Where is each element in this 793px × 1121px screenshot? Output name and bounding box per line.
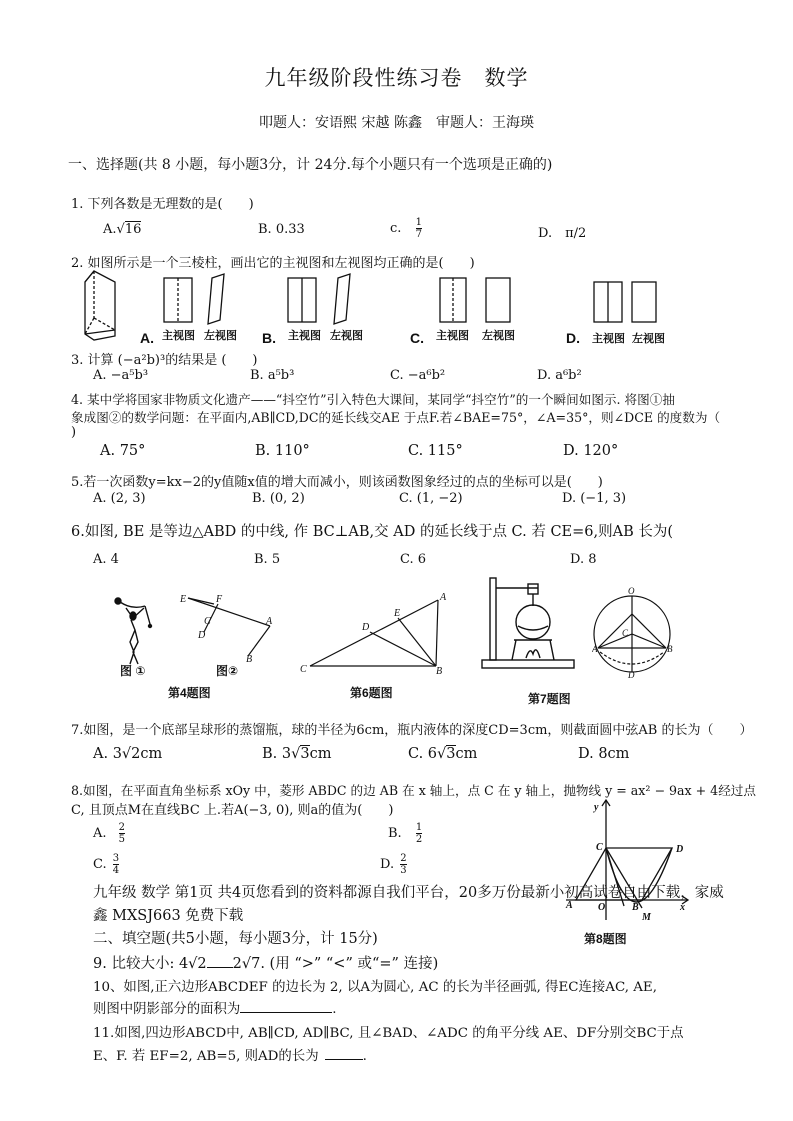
- q7-b-radicand: 3: [300, 746, 310, 762]
- q1-option-a: [103, 222, 141, 237]
- footer-line1: 九年级 数学 第1页 共4页您看到的资料都源自我们平台，20多万份最新小初高试卷自由下载，家威: [93, 885, 724, 901]
- label-x: x: [680, 902, 685, 913]
- denominator: 3: [400, 865, 407, 876]
- option-b-views: [288, 274, 350, 324]
- q1-c-fraction: [416, 217, 422, 240]
- q2-letter-b: B.: [262, 330, 276, 346]
- label-d: D: [676, 844, 684, 855]
- parallel-lines-figure: [188, 598, 270, 656]
- q7-option-a: A. 3√2cm: [93, 746, 163, 762]
- q5-stem: 5.若一次函数y=kx−2的y值随x值的增大而减小，则该函数图象经过的点的坐标可以是( ): [71, 475, 603, 490]
- q7-stem: 7.如图，是一个底部呈球形的蒸馏瓶，球的半径为6cm，瓶内液体的深度CD=3cm，则截面圆中弦AB 的长为（ ）: [71, 723, 753, 738]
- label-c: C: [622, 628, 629, 638]
- q3-stem: 3. 计算 (−a²b)³的结果是 ( ): [71, 353, 258, 368]
- q8-d-prefix: D.: [380, 857, 395, 872]
- label-c: C: [300, 664, 307, 674]
- q3-option-d: D. a⁶b²: [537, 368, 582, 383]
- footer-line2: 鑫 MXSJ663 免费下载: [93, 908, 244, 924]
- q1-a-prefix: A.: [103, 222, 117, 237]
- q2-a-main-label: 主视图: [162, 330, 195, 342]
- q2-b-main-label: 主视图: [288, 330, 321, 342]
- label-c: C: [596, 842, 603, 853]
- fig2-caption: 图②: [216, 664, 239, 678]
- q4-option-c: C. 115°: [408, 443, 463, 459]
- q2-stem: 2. 如图所示是一个三棱柱，画出它的主视图和左视图均正确的是( ): [71, 256, 475, 271]
- label-m: M: [642, 912, 651, 923]
- q3-option-a: A. −a⁵b³: [93, 368, 149, 383]
- q8-b-fraction: [416, 822, 422, 845]
- fig6-triangle: [298, 592, 454, 674]
- label-a: A: [440, 592, 447, 603]
- sqrt-sign: √: [116, 222, 125, 237]
- q2-c-left-label: 左视图: [482, 330, 515, 342]
- q2-d-left-label: 左视图: [632, 333, 665, 345]
- q7-c-radicand: 3: [446, 746, 456, 762]
- label-e: E: [180, 594, 187, 605]
- q4-option-a: A. 75°: [100, 443, 146, 459]
- q7-option-c: [408, 746, 477, 762]
- label-b: B: [246, 654, 253, 665]
- q1-option-b: B. 0.33: [258, 222, 305, 237]
- numerator: 1: [415, 217, 422, 228]
- q7-option-b: [262, 746, 331, 762]
- q8-option-b: [388, 822, 422, 845]
- fig1-caption: 图 ①: [120, 664, 146, 678]
- q8-b-prefix: B.: [388, 826, 402, 841]
- period: .: [362, 1049, 367, 1064]
- q1-a-radicand: 16: [124, 222, 142, 237]
- denominator: 4: [112, 865, 120, 876]
- q7-c-unit: cm: [455, 746, 478, 762]
- label-a: A: [592, 644, 598, 654]
- q4-option-d: D. 120°: [563, 443, 619, 459]
- label-o: O: [628, 586, 635, 596]
- q8-option-a: [93, 822, 125, 845]
- q2-a-left-label: 左视图: [204, 330, 237, 342]
- fig8-caption: 第8题图: [584, 932, 627, 946]
- section2-heading: 二、填空题(共5小题，每小题3分，计 15分): [93, 931, 378, 947]
- numerator: 2: [400, 853, 407, 864]
- fig4-caption: 第4题图: [168, 686, 211, 700]
- prism-figure: [85, 271, 115, 340]
- sqrt-sign: √: [291, 746, 301, 762]
- q9-line: [93, 952, 438, 973]
- q2-d-main-label: 主视图: [592, 333, 625, 345]
- section1-heading: 一、选择题(共 8 小题，每小题3分，计 24分.每个小题只有一个选项是正确的): [68, 157, 553, 173]
- q8-option-c: [93, 853, 119, 876]
- q2-letter-d: D.: [566, 330, 580, 346]
- q2-letter-a: A.: [140, 330, 154, 346]
- q8-line1: 8.如图，在平面直角坐标系 xOy 中，菱形 ABDC 的边 AB 在 x 轴上，点 C 在 y 轴上，抛物线 y = ax² − 9ax + 4经过点: [71, 783, 756, 798]
- numerator: 2: [118, 822, 126, 833]
- q7-c-pre: C. 6: [408, 746, 438, 762]
- denominator: 5: [118, 834, 126, 845]
- q2-letter-c: C.: [410, 330, 424, 346]
- q5-option-c: C. (1, −2): [399, 491, 463, 506]
- fig8-parabola-graph: [562, 796, 692, 926]
- label-d: D: [198, 630, 206, 641]
- numerator: 1: [415, 822, 423, 833]
- period: .: [332, 1002, 337, 1017]
- q1-option-c: [390, 217, 422, 240]
- q8-a-fraction: [119, 822, 125, 845]
- q5-option-a: A. (2, 3): [93, 491, 146, 506]
- q8-c-fraction: [113, 853, 119, 876]
- q10-line1: 10、如图,正六边形ABCDEF 的边长为 2, 以A为圆心, AC 的长为半径画弧, 得EC连接AC, AE,: [93, 980, 657, 995]
- label-f: F: [216, 594, 223, 605]
- fig7-flask-apparatus: [478, 574, 578, 684]
- q2-b-left-label: 左视图: [330, 330, 363, 342]
- q7-b-pre: B. 3: [262, 746, 292, 762]
- q6-stem: 6.如图, BE 是等边△ABD 的中线, 作 BC⊥AB,交 AD 的延长线于点 C. 若 CE=6,则AB 长为(: [71, 524, 674, 540]
- q6-option-c: C. 6: [400, 552, 427, 567]
- label-b: B: [632, 902, 639, 913]
- page-title: 九年级阶段性练习卷 数学: [264, 66, 529, 90]
- label-b: B: [667, 644, 673, 654]
- option-c-views: [440, 278, 510, 322]
- q8-line2: C, 且顶点M在直线BC 上.若A(−3, 0), 则a的值为( ): [71, 803, 394, 818]
- q6-option-a: A. 4: [93, 552, 119, 567]
- label-e: E: [394, 608, 401, 619]
- denominator: 2: [415, 834, 423, 845]
- fig7-circle-section: [592, 586, 676, 678]
- q4-line2: 象成图②的数学问题：在平面内,AB∥CD,DC的延长线交AE 于点F.若∠BAE=75°，∠A=35°，则∠DCE 的度数为（: [71, 410, 721, 425]
- q4-line1: 4. 某中学将国家非物质文化遗产——“抖空竹”引入特色大课间，某同学“抖空竹”的一个瞬间如图示. 将图①抽: [71, 392, 675, 407]
- q7-option-d: D. 8cm: [578, 746, 630, 762]
- option-a-views: [164, 274, 224, 324]
- q11-answer-blank[interactable]: [325, 1059, 363, 1060]
- label-b: B: [436, 666, 443, 674]
- label-a: A: [266, 616, 273, 627]
- numerator: 3: [112, 853, 120, 864]
- label-y: y: [594, 802, 599, 813]
- q1-stem: 1. 下列各数是无理数的是( ): [71, 197, 254, 212]
- diabolo-person-figure: [115, 598, 152, 664]
- q3-option-c: C. −a⁶b²: [390, 368, 446, 383]
- denominator: 7: [415, 229, 422, 240]
- q10-answer-blank[interactable]: [240, 1012, 332, 1013]
- q7-b-unit: cm: [309, 746, 332, 762]
- q11-line2: [93, 1045, 367, 1064]
- q8-option-d: [380, 853, 407, 876]
- q1-c-prefix: c.: [390, 221, 402, 236]
- q6-option-d: D. 8: [570, 552, 597, 567]
- q2-c-main-label: 主视图: [436, 330, 469, 342]
- q11-line2-text: E、F. 若 EF=2, AB=5, 则AD的长为: [93, 1049, 319, 1064]
- q1-option-d: D. π/2: [538, 226, 587, 241]
- q8-a-prefix: A.: [93, 826, 107, 841]
- option-d-views: [594, 282, 656, 322]
- label-a: A: [566, 900, 573, 911]
- sqrt-sign: √: [437, 746, 447, 762]
- q4-line3: ): [71, 425, 77, 440]
- q8-c-prefix: C.: [93, 857, 107, 872]
- q4-option-b: B. 110°: [255, 443, 310, 459]
- q9-answer-blank[interactable]: [207, 967, 233, 968]
- q5-option-d: D. (−1, 3): [562, 491, 627, 506]
- q6-option-b: B. 5: [254, 552, 281, 567]
- authors-line: 叩题人：安语熙 宋越 陈鑫 审题人：王海瑛: [259, 115, 534, 131]
- q9-pre: 9. 比较大小: 4√2: [93, 956, 207, 972]
- q9-post: 2√7. (用 “>” “<” 或“=” 连接): [232, 956, 439, 972]
- q8-d-fraction: [400, 853, 406, 876]
- q11-line1: 11.如图,四边形ABCD中, AB∥CD, AD∥BC, 且∠BAD、∠ADC 的角平分线 AE、DF分别交BC于点: [93, 1026, 684, 1041]
- label-d: D: [362, 622, 370, 633]
- label-d: D: [628, 670, 635, 678]
- fig7-caption: 第7题图: [528, 692, 571, 706]
- q10-line2: [93, 998, 337, 1017]
- label-o: O: [598, 902, 606, 913]
- label-c: C: [204, 616, 211, 627]
- q5-option-b: B. (0, 2): [252, 491, 305, 506]
- q10-line2-text: 则图中阴影部分的面积为: [93, 1002, 241, 1017]
- fig6-caption: 第6题图: [350, 686, 393, 700]
- q3-option-b: B. a⁵b³: [250, 368, 295, 383]
